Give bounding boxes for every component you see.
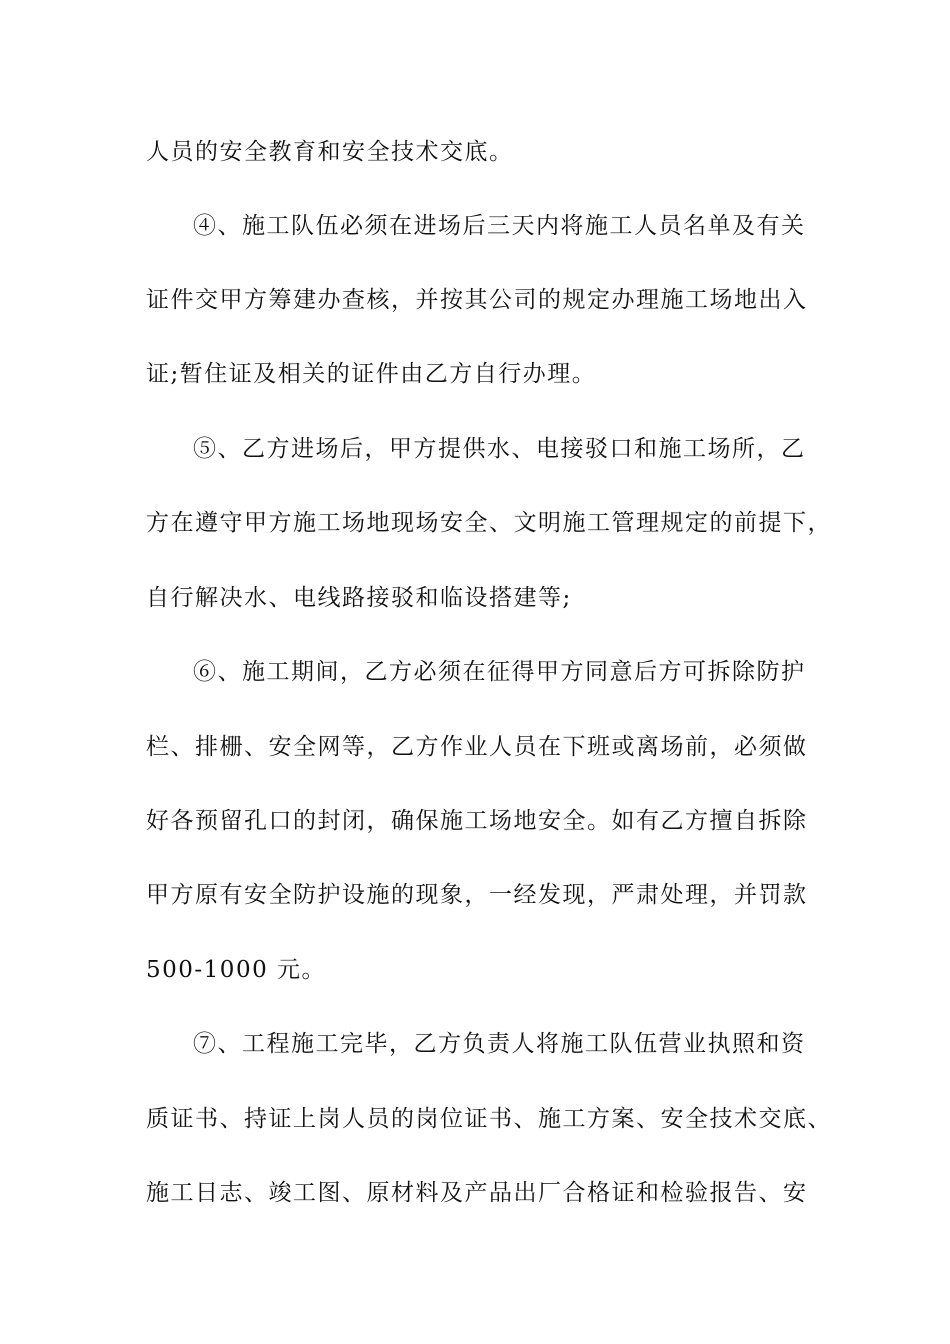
- text-line: 好各预留孔口的封闭，确保施工场地安全。如有乙方擅自拆除: [146, 808, 808, 834]
- text-line: 方在遵守甲方施工场地现场安全、文明施工管理规定的前提下，: [146, 510, 832, 536]
- text-line: 证;暂住证及相关的证件由乙方自行办理。: [146, 361, 597, 387]
- paragraph-start-line: ⑤、乙方进场后，甲方提供水、电接驳口和施工场所，乙: [193, 436, 806, 462]
- text-line: 证件交甲方筹建办查核，并按其公司的规定办理施工场地出入: [146, 287, 808, 313]
- text-line: 人员的安全教育和安全技术交底。: [146, 139, 514, 165]
- paragraph-start-line: ⑥、施工期间，乙方必须在征得甲方同意后方可拆除防护: [193, 659, 806, 685]
- paragraph-start-line: ④、施工队伍必须在进场后三天内将施工人员名单及有关: [193, 213, 806, 239]
- text-line: 质证书、持证上岗人员的岗位证书、施工方案、安全技术交底、: [146, 1106, 832, 1132]
- paragraph-start-line: ⑦、工程施工完毕，乙方负责人将施工队伍营业执照和资: [193, 1031, 806, 1057]
- text-line: 甲方原有安全防护设施的现象，一经发现，严肃处理，并罚款: [146, 882, 808, 908]
- text-line: 自行解决水、电线路接驳和临设搭建等;: [146, 585, 572, 611]
- text-line: 栏、排栅、安全网等，乙方作业人员在下班或离场前，必须做: [146, 734, 808, 760]
- text-line: 500-1000 元。: [146, 957, 327, 983]
- text-line: 施工日志、竣工图、原材料及产品出厂合格证和检验报告、安: [146, 1180, 808, 1206]
